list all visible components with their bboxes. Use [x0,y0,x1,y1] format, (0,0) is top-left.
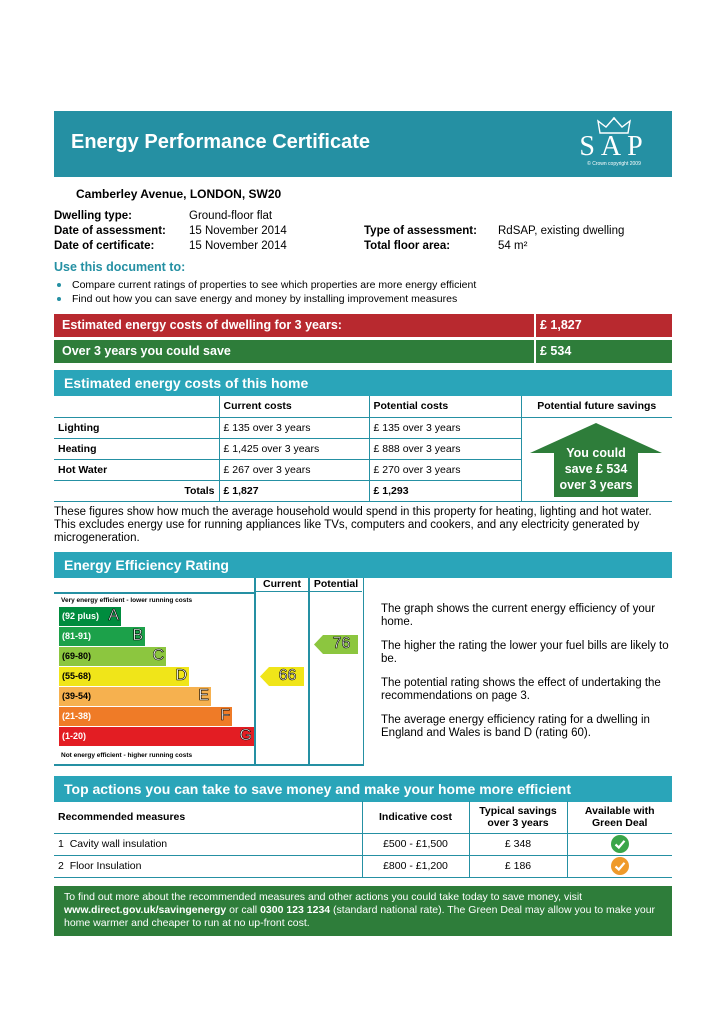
row-label: Heating [58,442,97,455]
footer-text: To find out more about the recommended measures and other actions you could take today to save money, visit [64,891,583,903]
band-letter: B [132,627,143,644]
band-range: (92 plus) [62,611,100,621]
footer-phone: 0300 123 1234 [260,904,331,916]
check-green-icon [611,835,629,853]
savings-line: You could [566,446,626,460]
totals-label: Totals [184,484,215,497]
total-current: £ 1,827 [219,480,369,501]
green-deal-cell [567,855,672,877]
rating-band-g [59,727,254,746]
table-header: Typical savings over 3 years [469,801,567,833]
table-row [54,833,672,855]
table-header: Potential costs [369,396,521,417]
rating-band-e [59,687,211,706]
check-orange-icon [611,857,629,875]
savings-arrow [530,423,662,497]
table-header: Recommended measures [58,810,186,823]
efficiency-section-header [54,552,672,578]
could-save-bar [54,340,672,363]
potential-cost: £ 888 over 3 years [369,438,521,459]
rating-paragraph: The higher the rating the lower your fuel bills are likely to be. [381,640,669,665]
date-certificate-label: Date of certificate: [54,240,155,252]
row-label: Hot Water [58,463,108,476]
total-potential: £ 1,293 [369,480,521,501]
divider [308,578,310,764]
potential-cost: £ 135 over 3 years [369,417,521,438]
potential-cost: £ 270 over 3 years [369,459,521,480]
band-letter: A [108,607,119,624]
savings-line: over 3 years [559,478,633,492]
list-item: Compare current ratings of properties to see which properties are more energy efficient [54,279,476,293]
table-header [54,396,219,417]
indicative-cost: £500 - £1,500 [362,833,469,855]
costs-section-header [54,370,672,396]
inefficient-note: Not energy efficient - higher running costs [61,752,193,759]
potential-rating-value: 76 [332,635,351,652]
rating-paragraph: The potential rating shows the effect of undertaking the recommendations on page 3. [381,677,661,702]
list-item: Find out how you can save energy and money by installing improvement measures [54,293,476,307]
dwelling-type-label: Dwelling type: [54,210,132,222]
band-letter: D [175,667,187,684]
could-save-label: Over 3 years you could save [62,344,231,358]
savings-line: save £ 534 [564,462,628,476]
measure-name: Floor Insulation [69,860,142,872]
sap-logo-text: SAP [579,131,649,162]
epc-page [54,111,672,929]
rating-graph [54,578,364,764]
current-column-header: Current [256,578,308,592]
property-address: Camberley Avenue, LONDON, SW20 [76,187,282,201]
header-banner [54,111,672,177]
estimated-cost-label: Estimated energy costs of dwelling for 3 years: [62,318,342,332]
table-header: Current costs [219,396,369,417]
row-label: Lighting [58,421,100,434]
table-header: Indicative cost [362,801,469,833]
figures-note: These figures show how much the average household would spend in this property for heating, lighting and hot water. This excludes energy use for running appliances like TVs, computers and cookers, and any electricity generated by microgeneration. [54,506,652,544]
band-letter: C [152,647,164,664]
divider [534,340,536,363]
dwelling-type-value: Ground-floor flat [189,210,273,222]
dwelling-details [54,210,672,255]
band-range: (81-91) [62,631,92,641]
efficient-note: Very energy efficient - lower running costs [61,597,193,604]
divider [534,314,536,337]
band-letter: F [220,707,230,724]
measure-number: 1 [58,838,64,850]
current-cost: £ 1,425 over 3 years [219,438,369,459]
divider [254,578,256,764]
current-rating-value: 66 [278,667,297,684]
band-letter: E [198,687,209,704]
typical-saving: £ 348 [469,833,567,855]
green-deal-cell [567,833,672,855]
savings-arrow-text [530,445,662,493]
footer-text: or call [226,904,261,916]
efficiency-rating-chart [54,578,672,766]
rating-band-c [59,647,166,666]
measure-name: Cavity wall insulation [69,838,168,850]
use-document-list [54,279,476,307]
measure-cell [54,833,362,855]
table-row [54,855,672,877]
floor-area-label: Total floor area: [364,240,451,252]
footer-note [54,886,672,936]
page-title: Energy Performance Certificate [71,131,371,153]
current-rating-marker [260,667,304,691]
footer-text: (standard national rate). The Green Deal may allow you to make your home warmer and cheaper to run at no up-front cost. [64,904,656,929]
band-range: (69-80) [62,651,92,661]
date-certificate-value: 15 November 2014 [189,240,287,252]
estimated-cost-value: £ 1,827 [540,318,582,332]
potential-rating-marker [314,635,358,659]
divider [54,592,254,594]
rating-paragraph: The average energy efficiency rating for a dwelling in England and Wales is band D (rating 60). [381,714,650,739]
typical-saving: £ 186 [469,855,567,877]
actions-section-header [54,776,672,802]
estimated-cost-bar [54,314,672,337]
use-document-title: Use this document to: [54,260,186,274]
rating-band-d [59,667,189,686]
divider [54,764,364,766]
band-range: (1-20) [62,731,87,741]
footer-url-link[interactable]: www.direct.gov.uk/savingenergy [64,904,227,916]
current-cost: £ 135 over 3 years [219,417,369,438]
rating-paragraph: The graph shows the current energy efficiency of your home. [381,603,656,628]
date-assessment-label: Date of assessment: [54,225,166,237]
measure-number: 2 [58,860,64,872]
band-range: (55-68) [62,671,92,681]
band-letter: G [239,727,252,744]
rating-band-b [59,627,145,646]
band-range: (39-54) [62,691,92,701]
sap-logo [570,117,658,173]
floor-area-value: 54 m² [498,240,528,252]
efficiency-section-title: Energy Efficiency Rating [64,557,229,573]
band-range: (21-38) [62,711,92,721]
indicative-cost: £800 - £1,200 [362,855,469,877]
could-save-value: £ 534 [540,344,572,358]
actions-section-title: Top actions you can take to save money and make your home more efficient [64,781,571,797]
rating-explanation [381,603,672,751]
costs-section-title: Estimated energy costs of this home [64,375,309,391]
table-header: Potential future savings [521,396,672,417]
crown-copyright: © Crown copyright 2009 [587,161,641,167]
type-assessment-label: Type of assessment: [364,225,477,237]
date-assessment-value: 15 November 2014 [189,225,287,237]
potential-column-header: Potential [310,578,362,592]
measure-cell [54,855,362,877]
actions-table [54,801,672,878]
current-cost: £ 267 over 3 years [219,459,369,480]
rating-band-f [59,707,232,726]
table-header: Available with Green Deal [567,801,672,833]
type-assessment-value: RdSAP, existing dwelling [498,225,625,237]
rating-band-a [59,607,121,626]
